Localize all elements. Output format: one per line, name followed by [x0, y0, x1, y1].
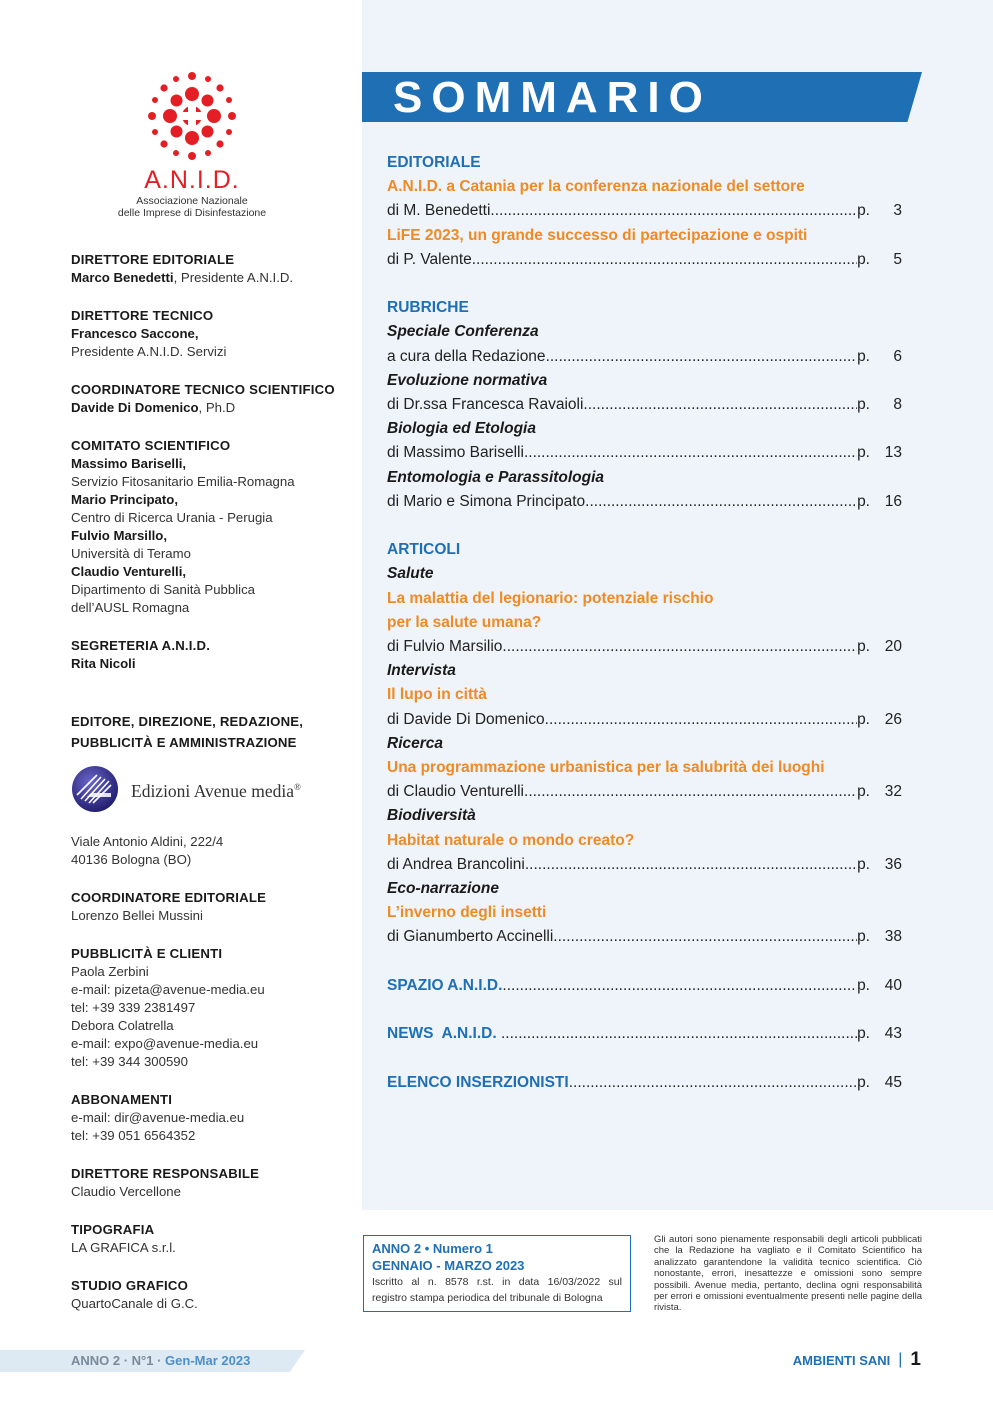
anid-logo [112, 68, 272, 219]
page-label: p. [857, 710, 870, 728]
person-name: Marco Benedetti [71, 270, 174, 285]
toc-author: a cura della Redazione [387, 347, 546, 365]
masthead-comitato-scientifico [71, 437, 351, 617]
person-role: , Presidente A.N.I.D. [173, 270, 294, 285]
toc-author: di Mario e Simona Principato [387, 492, 586, 510]
toc-entry-elenco[interactable] [387, 1071, 902, 1095]
masthead-title: DIRETTORE TECNICO [71, 308, 214, 323]
sommario-title: SOMMARIO [393, 73, 712, 122]
toc-entry[interactable] [387, 345, 902, 369]
toc-entry-spazio[interactable] [387, 974, 902, 998]
person-name: Rita Nicoli [71, 656, 136, 671]
masthead-direttore-editoriale [71, 251, 351, 287]
page-number: 3 [893, 202, 902, 220]
toc-entry[interactable] [387, 441, 902, 465]
toc-page [857, 345, 902, 369]
disclaimer-text: Gli autori sono pienamente responsabili degli articoli pubblicati che la Redazione ha vagliato e il Comitato Scientifico ha analizzato garantendone la validità tecnico scientifica. Ciò nonostante, errori, inesattezze e omissioni sono sempre possibili. Avenue media, pertanto, declina ogni responsabilità per errori e omissioni eventualmente presenti nelle pagine della rivista. [654, 1234, 922, 1314]
issue-registration: Iscritto al n. 8578 r.st. in data 16/03/2022 sul [372, 1276, 622, 1288]
person-role: , Ph.D [198, 400, 236, 415]
logo-name: A.N.I.D. [144, 166, 240, 194]
page-number: 32 [884, 783, 902, 801]
masthead-title: DIRETTORE RESPONSABILE [71, 1166, 260, 1181]
masthead-coordinatore-tecnico [71, 381, 351, 417]
toc-page [857, 974, 902, 998]
toc-author: di M. Benedetti [387, 202, 491, 220]
page-label: p. [857, 444, 870, 462]
toc-leader [502, 974, 857, 998]
email-link[interactable]: e-mail: pizeta@avenue-media.eu [71, 982, 265, 997]
toc-leader [583, 393, 857, 417]
person-name: Claudio Venturelli, [71, 564, 187, 579]
page-number: 43 [884, 1025, 902, 1043]
toc-section-rubriche: RUBRICHE [387, 299, 469, 317]
toc-author: di Gianumberto Accinelli [387, 928, 554, 946]
person-role: Dipartimento di Sanità Pubblica [71, 582, 255, 597]
toc-leader [524, 441, 857, 465]
masthead-title: PUBBLICITÀ E CLIENTI [71, 946, 223, 961]
person-name: Lorenzo Bellei Mussini [71, 908, 203, 923]
phone-number: tel: +39 051 6564352 [71, 1128, 196, 1143]
company-name: LA GRAFICA s.r.l. [71, 1240, 176, 1255]
toc-section-articoli: ARTICOLI [387, 541, 461, 559]
toc-page [857, 441, 902, 465]
page-label: p. [857, 638, 870, 656]
toc-spacer [387, 998, 902, 1022]
page-label: p. [857, 396, 870, 414]
toc-category: Salute [387, 565, 434, 583]
page-number: 20 [884, 638, 902, 656]
toc-author: di Claudio Venturelli [387, 783, 525, 801]
masthead-pubblicita [71, 945, 351, 1071]
toc-section-label: SPAZIO A.N.I.D. [387, 976, 503, 994]
footer-right [793, 1349, 921, 1371]
page-label: p. [857, 492, 870, 510]
toc-leader [472, 248, 857, 272]
toc-author: di Davide Di Domenico [387, 710, 545, 728]
page-label: p. [857, 347, 870, 365]
registered-mark: ® [293, 782, 301, 793]
masthead-coordinatore-editoriale [71, 889, 351, 925]
toc-entry[interactable] [387, 853, 902, 877]
person-name: Mario Principato, [71, 492, 178, 507]
toc-page [857, 393, 902, 417]
toc-entry-news[interactable] [387, 1022, 902, 1046]
masthead-title: EDITORE, DIREZIONE, REDAZIONE, [71, 714, 304, 729]
toc-entry[interactable] [387, 708, 902, 732]
toc-spacer [387, 272, 902, 296]
person-role: Università di Teramo [71, 546, 191, 561]
toc-category: Eco-narrazione [387, 880, 499, 898]
person-name: Davide Di Domenico [71, 400, 199, 415]
toc-entry[interactable] [387, 635, 902, 659]
issue-number: ANNO 2 • Numero 1 [372, 1241, 493, 1256]
masthead-title: COORDINATORE TECNICO SCIENTIFICO [71, 382, 335, 397]
footer-magazine-name: AMBIENTI SANI [792, 1352, 891, 1368]
toc-page [857, 1071, 902, 1095]
person-name: Massimo Bariselli, [71, 456, 187, 471]
phone-number: tel: +39 339 2381497 [71, 1000, 196, 1015]
globe-icon [71, 765, 119, 813]
toc-article-title[interactable]: Habitat naturale o mondo creato? [387, 831, 635, 849]
masthead-tipografia [71, 1221, 351, 1257]
footer-separator: | [898, 1351, 903, 1368]
toc-entry[interactable] [387, 393, 902, 417]
toc-article-title[interactable]: per la salute umana? [387, 613, 542, 631]
masthead-title: TIPOGRAFIA [71, 1222, 155, 1237]
page-label: p. [857, 1025, 870, 1043]
masthead-studio-grafico [71, 1277, 351, 1313]
toc-author: di Fulvio Marsilio [387, 638, 503, 656]
anid-logo-icon [144, 68, 240, 164]
toc-leader [545, 708, 857, 732]
footer-page-number: 1 [910, 1349, 921, 1370]
masthead-title: DIRETTORE EDITORIALE [71, 252, 235, 267]
masthead-segreteria [71, 637, 351, 673]
masthead [71, 251, 351, 1333]
toc-author: di Dr.ssa Francesca Ravaioli [387, 396, 584, 414]
person-name: Fulvio Marsillo, [71, 528, 167, 543]
issue-info-box [363, 1235, 631, 1312]
page-label: p. [857, 976, 870, 994]
page-number: 36 [884, 855, 902, 873]
toc-spacer [387, 1046, 902, 1070]
toc-section-editoriale: EDITORIALE [387, 154, 481, 171]
toc-page [857, 708, 902, 732]
toc-page [857, 925, 902, 949]
toc-section-label: NEWS A.N.I.D. [387, 1025, 501, 1043]
page-number: 38 [884, 928, 902, 946]
page-label: p. [857, 855, 870, 873]
issue-registry: registro stampa periodica del tribunale di Bologna [372, 1292, 603, 1304]
toc-page [857, 635, 902, 659]
toc-page [857, 248, 902, 272]
page-number: 45 [884, 1073, 902, 1091]
toc-article-title[interactable]: Una programmazione urbanistica per la salubrità dei luoghi [387, 759, 825, 777]
person-role: Centro di Ricerca Urania - Perugia [71, 510, 273, 525]
footer-issue-number: ANNO 2 · N°1 · [71, 1353, 166, 1368]
toc-entry[interactable] [387, 925, 902, 949]
toc-leader [490, 199, 857, 223]
toc-page [857, 1022, 902, 1046]
logo-subtitle-2: delle Imprese di Disinfestazione [117, 207, 267, 219]
page-label: p. [857, 202, 870, 220]
person-name: Claudio Vercellone [71, 1184, 181, 1199]
toc-category: Biodiversità [387, 807, 476, 825]
page-number: 5 [893, 250, 902, 268]
issue-period: GENNAIO - MARZO 2023 [372, 1258, 525, 1273]
toc-spacer [387, 514, 902, 538]
masthead-editore [71, 711, 351, 869]
masthead-title: ABBONAMENTI [71, 1092, 173, 1107]
toc-leader [524, 780, 857, 804]
toc-page [857, 490, 902, 514]
masthead-title: COMITATO SCIENTIFICO [71, 438, 231, 453]
masthead-abbonamenti [71, 1091, 351, 1145]
email-link[interactable]: e-mail: expo@avenue-media.eu [71, 1036, 259, 1051]
toc-rubric: Biologia ed Etologia [387, 420, 536, 438]
page-label: p. [857, 250, 870, 268]
toc-leader [553, 925, 857, 949]
toc-article-title[interactable]: LiFE 2023, un grande successo di partecipazione e ospiti [387, 226, 808, 244]
phone-number: tel: +39 344 300590 [71, 1054, 188, 1069]
table-of-contents [387, 151, 902, 1095]
toc-article-title[interactable]: A.N.I.D. a Catania per la conferenza nazionale del settore [387, 178, 805, 196]
toc-spacer [387, 950, 902, 974]
masthead-title: COORDINATORE EDITORIALE [71, 890, 267, 905]
toc-entry[interactable] [387, 490, 902, 514]
person-name: Francesco Saccone, [71, 326, 199, 341]
toc-article-title[interactable]: Il lupo in città [387, 686, 487, 704]
masthead-title: PUBBLICITÀ E AMMINISTRAZIONE [71, 735, 297, 750]
toc-article-title[interactable]: L’inverno degli insetti [387, 904, 547, 922]
toc-author: di Massimo Bariselli [387, 444, 524, 462]
page-number: 16 [884, 492, 902, 510]
toc-article-title[interactable]: La malattia del legionario: potenziale rischio [387, 589, 714, 607]
publisher-name [131, 778, 301, 800]
address-line: 40136 Bologna (BO) [71, 852, 192, 867]
person-name: Debora Colatrella [71, 1018, 174, 1033]
toc-rubric: Entomologia e Parassitologia [387, 468, 605, 486]
toc-rubric: Evoluzione normativa [387, 371, 548, 389]
company-name: QuartoCanale di G.C. [71, 1296, 198, 1311]
toc-leader [501, 1022, 857, 1046]
person-name: Paola Zerbini [71, 964, 149, 979]
toc-leader [525, 853, 857, 877]
toc-leader [502, 635, 857, 659]
page-number: 6 [893, 347, 902, 365]
masthead-line [71, 269, 351, 287]
toc-entry[interactable] [387, 780, 902, 804]
page-number: 40 [884, 976, 902, 994]
toc-entry[interactable] [387, 199, 902, 223]
toc-leader [569, 1071, 857, 1095]
logo-subtitle-1: Associazione Nazionale [136, 195, 248, 207]
page-label: p. [857, 928, 870, 946]
masthead-title: STUDIO GRAFICO [71, 1278, 189, 1293]
toc-leader [585, 490, 857, 514]
masthead-title: SEGRETERIA A.N.I.D. [71, 638, 211, 653]
toc-author: di Andrea Brancolini [387, 855, 525, 873]
address-line: Viale Antonio Aldini, 222/4 [71, 834, 224, 849]
page-number: 26 [884, 710, 902, 728]
toc-category: Intervista [387, 662, 456, 680]
page-label: p. [857, 1073, 870, 1091]
publisher-name-text: Edizioni Avenue media [131, 780, 294, 801]
toc-author: di P. Valente [387, 250, 472, 268]
toc-page [857, 853, 902, 877]
toc-category: Ricerca [387, 734, 444, 752]
toc-rubric: Speciale Conferenza [387, 323, 539, 341]
toc-leader [546, 345, 858, 369]
masthead-direttore-responsabile [71, 1165, 351, 1201]
person-role: Presidente A.N.I.D. Servizi [71, 344, 227, 359]
person-role: Servizio Fitosanitario Emilia-Romagna [71, 474, 295, 489]
footer-issue [71, 1353, 250, 1368]
footer-issue-date: Gen-Mar 2023 [165, 1353, 251, 1368]
page-number: 8 [893, 396, 902, 414]
person-role: dell’AUSL Romagna [71, 600, 190, 615]
toc-page [857, 199, 902, 223]
masthead-direttore-tecnico [71, 307, 351, 361]
toc-page [857, 780, 902, 804]
page-number: 13 [884, 444, 902, 462]
page-label: p. [857, 783, 870, 801]
avenue-media-logo [71, 765, 351, 813]
toc-section-label: ELENCO INSERZIONISTI [387, 1073, 569, 1091]
email-link[interactable]: e-mail: dir@avenue-media.eu [71, 1110, 245, 1125]
toc-entry[interactable] [387, 248, 902, 272]
